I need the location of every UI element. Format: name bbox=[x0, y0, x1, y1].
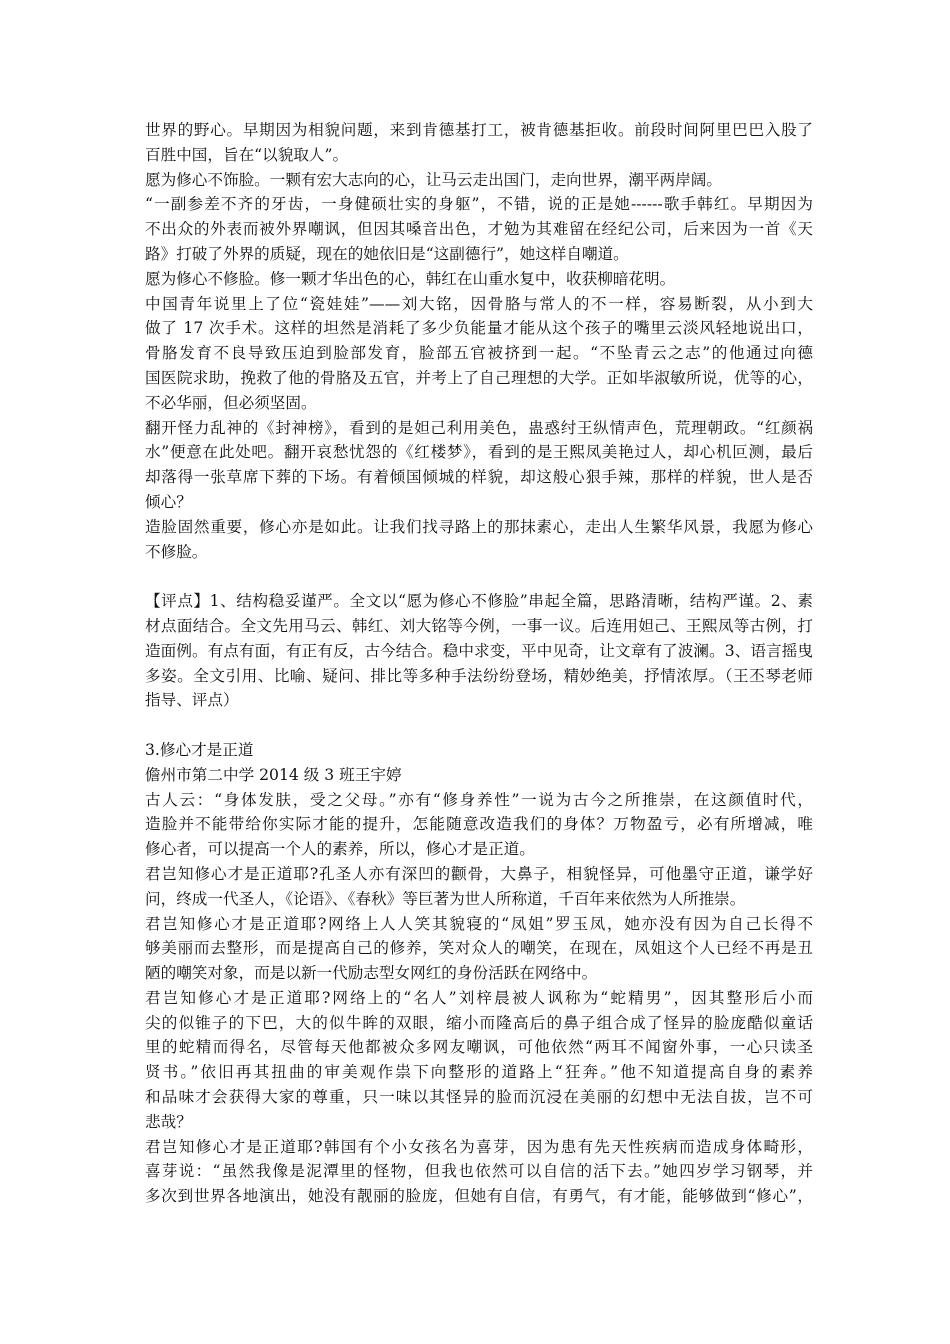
text-line: 世界的野心。早期因为相貌问题，来到肯德基打工，被肯德基拒收。前段时间阿里巴巴入股了 bbox=[145, 121, 813, 139]
comment-line: 指导、评点） bbox=[145, 691, 239, 710]
text-line: 做了 17 次手术。这样的坦然是消耗了多少负能量才能从这个孩子的嘴里云淡风轻地说出口， bbox=[145, 319, 813, 338]
text-line: 君岂知修心才是正道耶?网络上的“名人”刘梓晨被人讽称为“蛇精男”，因其整形后小而 bbox=[145, 988, 813, 1007]
text-line: 和品味才会获得大家的尊重，只一味以其怪异的脸而沉浸在美丽的幻想中无法自拔，岂不可 bbox=[145, 1088, 813, 1107]
text-line: 愿为修心不修脸。修一颗才华出色的心，韩红在山重水复中，收获柳暗花明。 bbox=[145, 269, 676, 288]
comment-line: 材点面结合。全文先用马云、韩红、刘大铭等今例，一事一议。后连用妲己、王熙凤等古例，打 bbox=[145, 616, 813, 635]
text-line: 尖的似锥子的下巴，大的似牛眸的双眼，缩小而隆高后的鼻子组合成了怪异的脸庞酷似童话 bbox=[145, 1013, 813, 1032]
essay-author: 儋州市第二中学 2014 级 3 班王宇婷 bbox=[145, 765, 402, 784]
text-line: 造脸并不能带给你实际才能的提升，怎能随意改造我们的身体？万物盈亏，必有所增减，唯 bbox=[145, 815, 813, 834]
comment-line: 造面例。有点有面，有正有反，古今结合。稳中求变，平中见奇，让文章有了波澜。3、语言摇曳 bbox=[145, 641, 813, 660]
text-line: 悲哉？ bbox=[145, 1112, 192, 1131]
text-line: “一副参差不齐的牙齿，一身健硕壮实的身躯”，不错，说的正是她------歌手韩红。早期因为 bbox=[145, 195, 813, 214]
text-line: 路》打破了外界的质疑，现在的她依旧是“这副德行”，她这样自嘲道。 bbox=[145, 244, 629, 263]
text-line: 多次到世界各地演出，她没有靓丽的脸庞，但她有自信，有勇气，有才能，能够做到“修心”， bbox=[145, 1187, 813, 1206]
text-line: 不修脸。 bbox=[145, 542, 208, 561]
text-line: 愿为修心不饰脸。一颗有宏大志向的心，让马云走出国门，走向世界，潮平两岸阔。 bbox=[145, 170, 722, 189]
blank-line bbox=[145, 564, 813, 589]
text-line: 里的蛇精而得名，尽管每天他都被众多网友嘲讽，可他依然“两耳不闻窗外事，一心只读圣 bbox=[145, 1038, 813, 1057]
text-line: 陋的嘲笑对象，而是以新一代励志型女网红的身份活跃在网络中。 bbox=[145, 964, 598, 983]
text-line: 贤书。”依旧再其扭曲的审美观作祟下向整形的道路上“狂奔。”他不知道提高自身的素养 bbox=[145, 1063, 813, 1082]
text-line: 君岂知修心才是正道耶?孔圣人亦有深凹的颧骨，大鼻子，相貌怪异，可他墨守正道，谦学好 bbox=[145, 864, 813, 883]
essay-title: 3.修心才是正道 bbox=[145, 740, 254, 759]
text-line: 百胜中国，旨在“以貌取人”。 bbox=[145, 145, 349, 164]
text-line: 古人云：“身体发肤，受之父母。”亦有“修身养性”一说为古今之所推崇，在这颜值时代， bbox=[145, 790, 813, 809]
text-line: 修心者，可以提高一个人的素养，所以，修心才是正道。 bbox=[145, 840, 535, 859]
text-line: 喜芽说：“虽然我像是泥潭里的怪物，但我也依然可以自信的活下去。”她四岁学习钢琴，并 bbox=[145, 1162, 813, 1181]
text-line: 骨胳发育不良导致压迫到脸部发育，脸部五官被挤到一起。“不坠青云之志”的他通过向德 bbox=[145, 344, 813, 363]
text-line: 国医院求助，挽救了他的骨胳及五官，并考上了自己理想的大学。正如毕淑敏所说，优等的心， bbox=[145, 368, 813, 387]
text-line: 不出众的外表而被外界嘲讽，但因其嗓音出色，才勉为其难留在经纪公司，后来因为一首《天 bbox=[145, 220, 813, 239]
blank-line bbox=[145, 713, 813, 738]
comment-line: 多姿。全文引用、比喻、疑问、排比等多种手法纷纷登场，精妙绝美，抒情浓厚。（王丕琴老师 bbox=[145, 666, 813, 685]
text-line: 君岂知修心才是正道耶?韩国有个小女孩名为喜芽，因为患有先天性疾病而造成身体畸形， bbox=[145, 1137, 813, 1156]
text-line: 问，终成一代圣人，《论语》、《春秋》等巨著为世人所称道，千百年来依然为人所推崇。 bbox=[145, 889, 746, 908]
text-line: 造脸固然重要，修心亦是如此。让我们找寻路上的那抹素心，走出人生繁华风景，我愿为修心 bbox=[145, 517, 813, 536]
text-line: 不必华丽，但必须坚固。 bbox=[145, 393, 317, 412]
text-line: 君岂知修心才是正道耶?网络上人人笑其貌寝的“凤姐”罗玉凤，她亦没有因为自己长得不 bbox=[145, 914, 813, 933]
text-line: 翻开怪力乱神的《封神榜》，看到的是妲己利用美色，蛊惑纣王纵情声色，荒理朝政。“红颜祸 bbox=[145, 418, 813, 437]
text-line: 却落得一张草席下葬的下场。有着倾国倾城的样貌，却这般心狠手辣，那样的样貌，世人是否 bbox=[145, 468, 813, 487]
document-page bbox=[145, 118, 813, 1209]
text-line: 倾心？ bbox=[145, 492, 192, 511]
text-line: 够美丽而去整形，而是提高自己的修养，笑对众人的嘲笑，在现在，凤姐这个人已经不再是丑 bbox=[145, 939, 813, 958]
text-line: 中国青年说里上了位“瓷娃娃”——刘大铭，因骨胳与常人的不一样，容易断裂，从小到大 bbox=[145, 294, 813, 313]
comment-line: 【评点】1、结构稳妥谨严。全文以“愿为修心不修脸”串起全篇，思路清晰，结构严谨。2、素 bbox=[145, 592, 813, 611]
text-line: 水”便意在此处吧。翻开哀愁忧怨的《红楼梦》，看到的是王熙凤美艳过人，却心机叵测，最后 bbox=[145, 443, 813, 462]
